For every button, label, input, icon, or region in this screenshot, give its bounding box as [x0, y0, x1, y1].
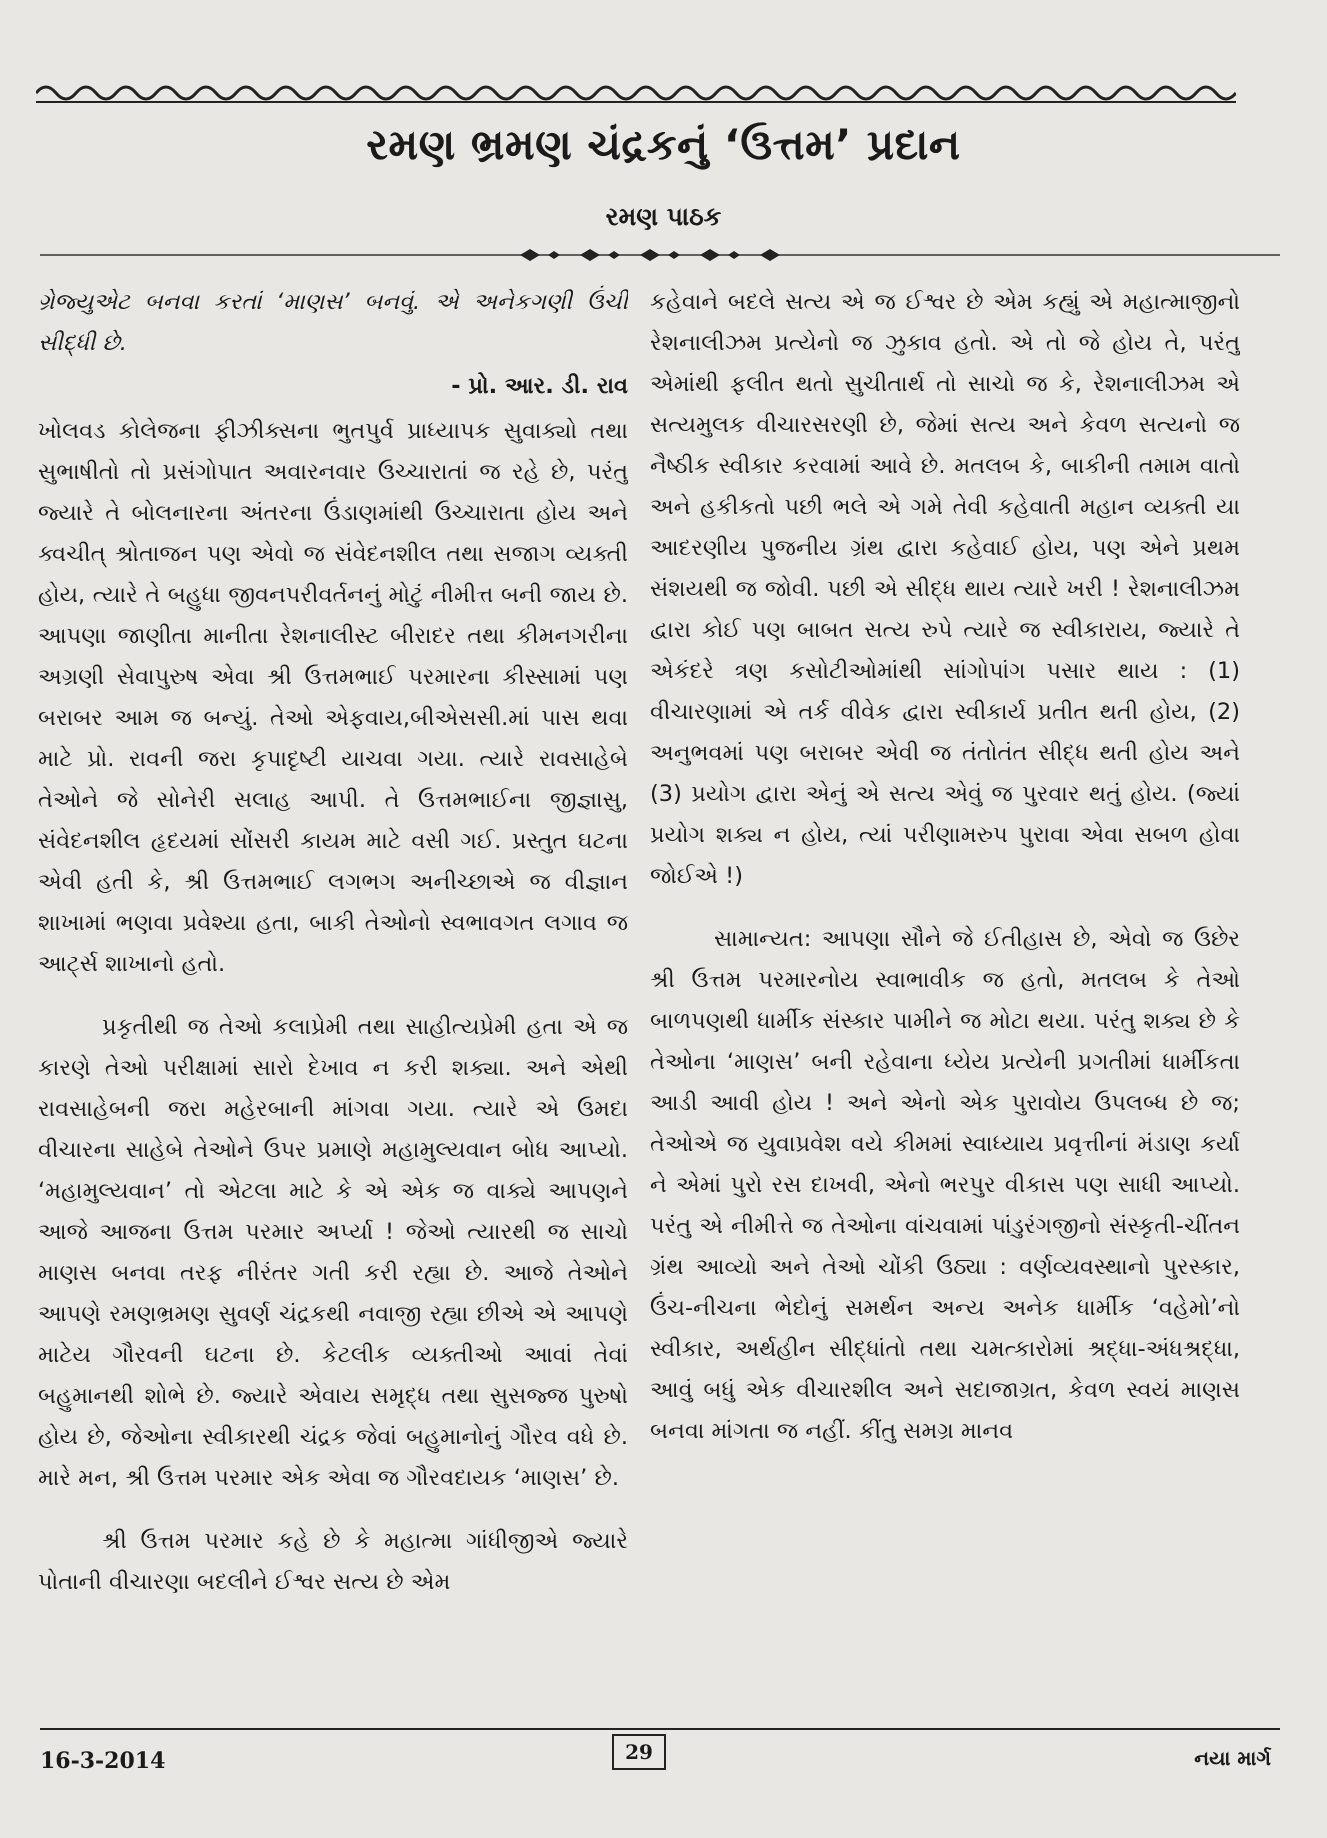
page-number: 29	[612, 1734, 666, 1770]
footer-rule	[40, 1728, 1280, 1730]
paragraph: પ્રકૃતીથી જ તેઓ કલાપ્રેમી તથા સાહીત્યપ્રેમી હતા એ જ કારણે તેઓ પરીક્ષામાં સારો દેખાવ ન કરી શક્યા. અને એથી રાવસાહેબની જરા મહેરબાની માંગવા ગયા. ત્યારે એ ઉમદા વીચારના સાહેબે તેઓને ઉપર પ્રમાણે મહામુલ્યવાન બોધ આપ્યો. ‘મહામુલ્યવાન’ તો એટલા માટે કે એ એક જ વાક્યે આપણને આજે આજના ઉત્તમ પરમાર અર્પ્યા ! જેઓ ત્યારથી જ સાચો માણસ બનવા તરફ નીરંતર ગતી કરી રહ્યા છે. આજે તેઓને આપણે રમણભ્રમણ સુવર્ણ ચંદ્રકથી નવાજી રહ્યા છીએ એ આપણે માટેય ગૌરવની ઘટના છે. કેટલીક વ્યક્તીઓ આવાં તેવાં બહુમાનથી શોભે છે. જ્યારે એવાય સમૃદ્ધ તથા સુસજ્જ પુરુષો હોય છે, જેઓના સ્વીકારથી ચંદ્રક જેવાં બહુમાનોનું ગૌરવ વધે છે. મારે મન, શ્રી ઉત્તમ પરમાર એક એવા જ ગૌરવદાયક ‘માણસ’ છે.	[38, 1014, 628, 1491]
article-author: રમણ પાઠક	[605, 202, 722, 231]
epigraph-author: - પ્રો. આર. ડી. રાવ	[451, 373, 628, 399]
paragraph: કહેવાને બદલે સત્ય એ જ ઈશ્વર છે એમ કહ્યું એ મહાત્માજીનો રેશનાલીઝમ પ્રત્યેનો જ ઝુકાવ હતો. એ તો જે હોય તે, પરંતુ એમાંથી ફલીત થતો સુચીતાર્થ તો સાચો જ કે, રેશનાલીઝમ એ સત્યમુલક વીચારસરણી છે, જેમાં સત્ય અને કેવળ સત્યનો જ નૈષ્ઠીક સ્વીકાર કરવામાં આવે છે. મતલબ કે, બાકીની તમામ વાતો અને હકીકતો પછી ભલે એ ગમે તેવી કહેવાતી મહાન વ્યક્તી યા આદરણીય પુજનીય ગ્રંથ દ્વારા કહેવાઈ હોય, પણ એને પ્રથમ સંશયથી જ જોવી. પછી એ સીદ્ધ થાય ત્યારે ખરી ! રેશનાલીઝમ દ્વારા કોઈ પણ બાબત સત્ય રુપે ત્યારે જ સ્વીકારાય, જ્યારે તે એકંદરે ત્રણ કસોટીઓમાંથી સાંગોપાંગ પસાર થાય : (1) વીચારણામાં એ તર્ક વીવેક દ્વારા સ્વીકાર્ય પ્રતીત થતી હોય, (2) અનુભવમાં પણ બરાબર એવી જ તંતોતંત સીદ્ધ થતી હોય અને (3) પ્રયોગ દ્વારા એનું એ સત્ય એવું જ પુરવાર થતું હોય. (જ્યાં પ્રયોગ શક્ય ન હોય, ત્યાં પરીણામરુપ પુરાવા એવા સબળ હોવા જોઈએ !)	[650, 289, 1240, 889]
paragraph: શ્રી ઉત્તમ પરમાર કહે છે કે મહાત્મા ગાંધીજીએ જ્યારે પોતાની વીચારણા બદલીને ઈશ્વર સત્ય છે એમ	[38, 1528, 628, 1595]
article-title: રમણ ભ્રમણ ચંદ્રકનું ‘ઉત્તમ’ પ્રદાન	[366, 120, 961, 169]
paragraph: સામાન્યત: આપણા સૌને જે ઈતીહાસ છે, એવો જ ઉછેર શ્રી ઉત્તમ પરમારનોય સ્વાભાવીક જ હતો, મતલબ કે તેઓ બાળપણથી ધાર્મીક સંસ્કાર પામીને જ મોટા થયા. પરંતુ શક્ય છે કે તેઓના ‘માણસ’ બની રહેવાના ધ્યેય પ્રત્યેની પ્રગતીમાં ધાર્મીકતા આડી આવી હોય ! અને એનો એક પુરાવોય ઉપલબ્ધ છે જ; તેઓએ જ યુવાપ્રવેશ વયે કીમમાં સ્વાધ્યાય પ્રવૃત્તીનાં મંડાણ કર્યા ને એમાં પુરો રસ દાખવી, એનો ભરપુર વીકાસ પણ સાધી આપ્યો. પરંતુ એ નીમીત્તે જ તેઓના વાંચવામાં પાંડુરંગજીનો સંસ્કૃતી-ચીંતન ગ્રંથ આવ્યો અને તેઓ ચોંકી ઉઠ્યા : વર્ણવ્યવસ્થાનો પુરસ્કાર, ઉંચ-નીચના ભેદોનું સમર્થન અન્ય અનેક ધાર્મીક ‘વહેમો’નો સ્વીકાર, અર્થહીન સીદ્ધાંતો તથા ચમત્કારોમાં શ્રદ્ધા-અંધશ્રદ્ધા, આવું બધું એક વીચારશીલ અને સદાજાગ્રત, કેવળ સ્વયં માણસ બનવા માંગતા જ નહીં. કીંતુ સમગ્ર માનવ	[650, 926, 1240, 1444]
epigraph-quote: ગ્રેજ્યુએટ બનવા કરતાં ‘માણસ’ બનવું. એ અનેકગણી ઉંચી સીદ્ધી છે.	[38, 289, 628, 356]
ornamental-divider	[40, 240, 1280, 270]
paragraph: ખોલવડ કોલેજના ફીઝીક્સના ભુતપુર્વ પ્રાધ્યાપક સુવાક્યો તથા સુભાષીતો તો પ્રસંગોપાત અવારનવાર ઉચ્ચારાતાં જ રહે છે, પરંતુ જ્યારે તે બોલનારના અંતરના ઉંડાણમાંથી ઉચ્ચારાતા હોય અને ક્વચીત્ શ્રોતાજન પણ એવો જ સંવેદનશીલ તથા સજાગ વ્યક્તી હોય, ત્યારે તે બહુધા જીવનપરીવર્તનનું મોટું નીમીત્ત બની જાય છે. આપણા જાણીતા માનીતા રેશનાલીસ્ટ બીરાદર તથા કીમનગરીના અગ્રણી સેવાપુરુષ એવા શ્રી ઉત્તમભાઈ પરમારના કીસ્સામાં પણ બરાબર આમ જ બન્યું. તેઓ એફવાય,બીએસસી.માં પાસ થવા માટે પ્રો. રાવની જરા કૃપાદૃષ્ટી યાચવા ગયા. ત્યારે રાવસાહેબે તેઓને જે સોનેરી સલાહ આપી. તે ઉત્તમભાઈના જીજ્ઞાસુ, સંવેદનશીલ હૃદયમાં સોંસરી કાયમ માટે વસી ગઈ. પ્રસ્તુત ઘટના એવી હતી કે, શ્રી ઉત્તમભાઈ લગભગ અનીચ્છાએ જ વીજ્ઞાન શાખામાં ભણવા પ્રવેશ્યા હતા, બાકી તેઓનો સ્વભાવગત લગાવ જ આર્ટ્સ શાખાનો હતો.	[38, 418, 628, 977]
footer-date: 16-3-2014	[40, 1748, 166, 1774]
right-column	[650, 282, 1240, 1712]
ornamental-top-border	[36, 78, 1236, 108]
magazine-name: નયા માર્ગ	[1194, 1746, 1271, 1770]
left-column	[38, 282, 628, 1712]
